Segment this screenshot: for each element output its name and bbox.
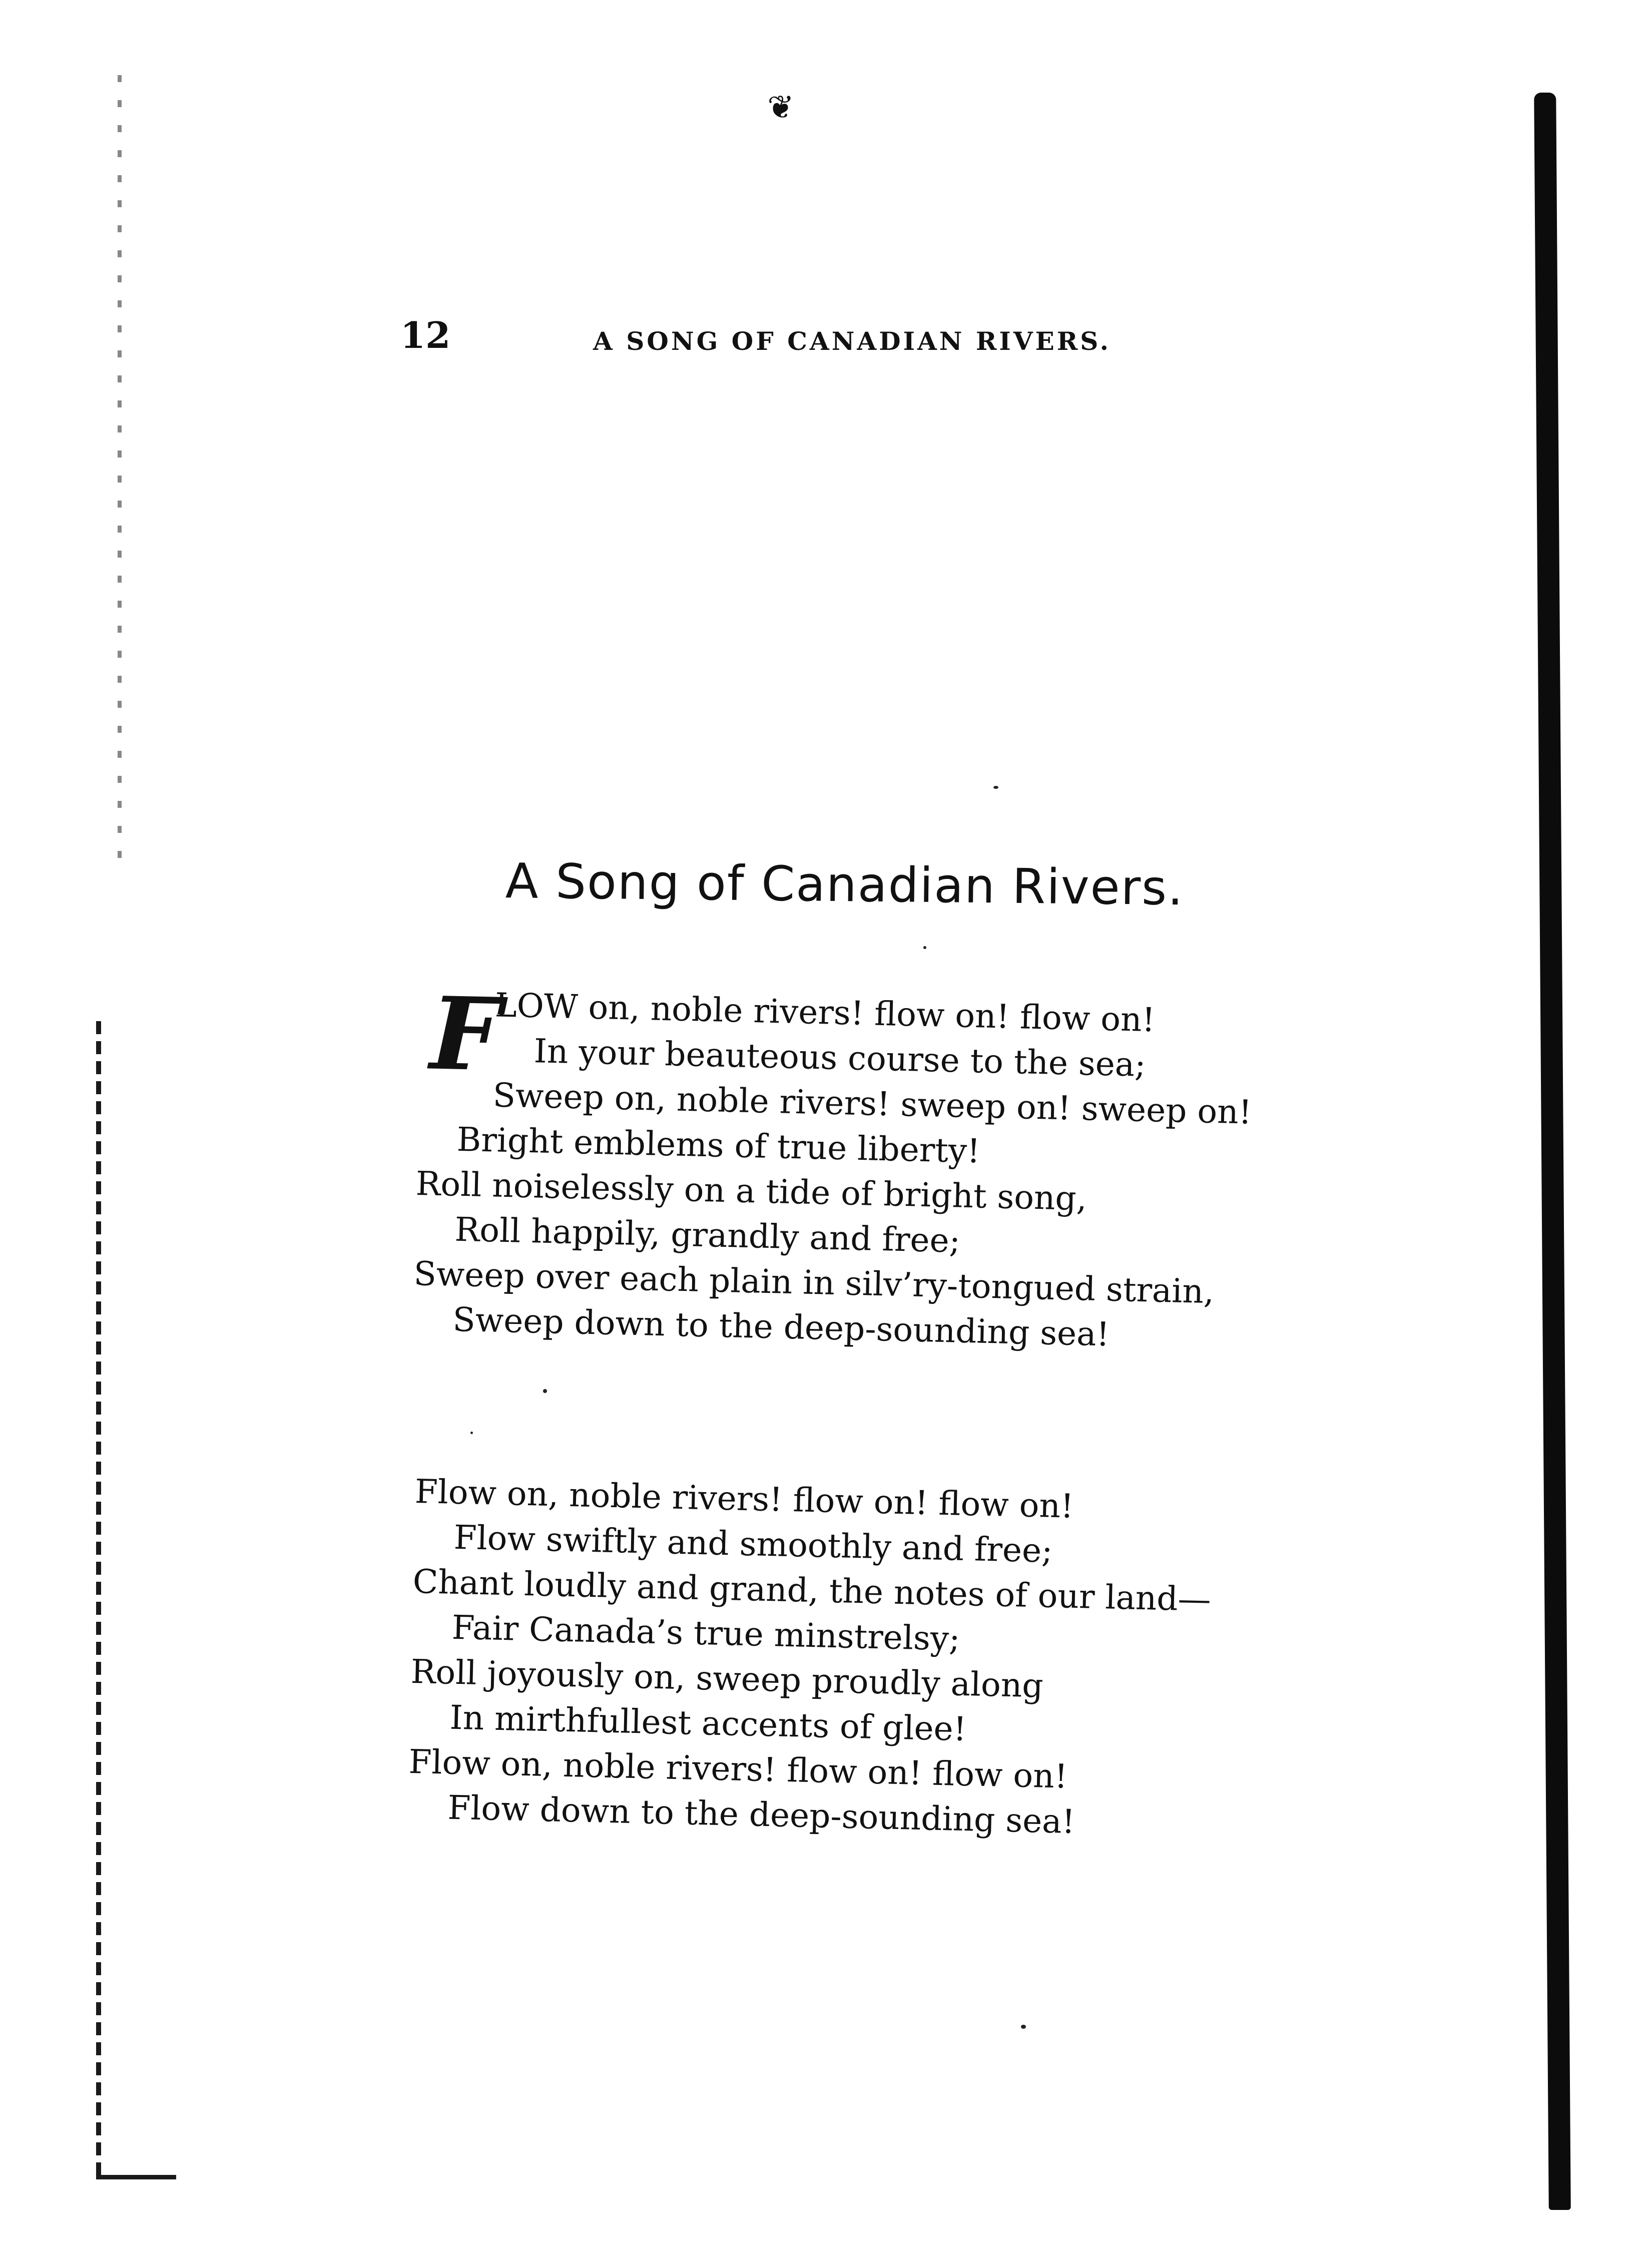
verse-line: Flow on, noble rivers! flow on! flow on! <box>408 1742 1068 1796</box>
page-edge-shadow-right <box>1534 93 1571 2210</box>
verse-line: Roll noiselessly on a tide of bright song, <box>415 1164 1087 1218</box>
drop-cap: F <box>428 975 503 1094</box>
ink-speck <box>470 1432 473 1434</box>
ink-speck <box>923 946 926 949</box>
verse-line: Sweep over each plain in silv’ry-tongued strain, <box>413 1254 1215 1311</box>
verse-line: Sweep on, noble rivers! sweep on! sweep on! <box>492 1076 1253 1132</box>
page-edge-shadow-left <box>96 1021 101 2182</box>
ink-speck <box>543 1389 547 1393</box>
page-edge-speckles-left <box>118 75 122 876</box>
verse-line: In mirthfullest accents of glee! <box>449 1698 967 1749</box>
running-head: A SONG OF CANADIAN RIVERS. <box>593 326 1112 356</box>
stanza-2 <box>407 1469 1316 1850</box>
verse-line: In your beauteous course to the sea; <box>533 1032 1147 1084</box>
verse-line: Flow on, noble rivers! flow on! flow on! <box>414 1472 1074 1526</box>
verse-line: Flow down to the deep-sounding sea! <box>447 1788 1076 1842</box>
printer-ornament-icon: ❦ <box>767 89 794 126</box>
verse-line: Roll happily, grandly and free; <box>454 1210 961 1260</box>
verse-line: Chant loudly and grand, the notes of our land— <box>412 1562 1212 1619</box>
page-number: 12 <box>400 314 451 356</box>
verse-line: LOW on, noble rivers! flow on! flow on! <box>494 986 1156 1040</box>
ink-speck <box>993 786 998 789</box>
page-edge-shadow-bottom <box>96 2175 176 2179</box>
verse-line: Sweep down to the deep-sounding sea! <box>452 1300 1110 1354</box>
poem-title: A Song of Canadian Rivers. <box>505 853 1185 917</box>
verse-line: Flow swiftly and smoothly and free; <box>453 1518 1053 1570</box>
page-header <box>400 310 1161 370</box>
stanza-1 <box>412 975 1321 1362</box>
verse-line: Fair Canada’s true minstrelsy; <box>451 1608 961 1658</box>
verse-line: Roll joyously on, sweep proudly along <box>410 1652 1044 1705</box>
verse-line: Bright emblems of true liberty! <box>456 1120 981 1171</box>
ink-speck <box>1021 2025 1026 2029</box>
